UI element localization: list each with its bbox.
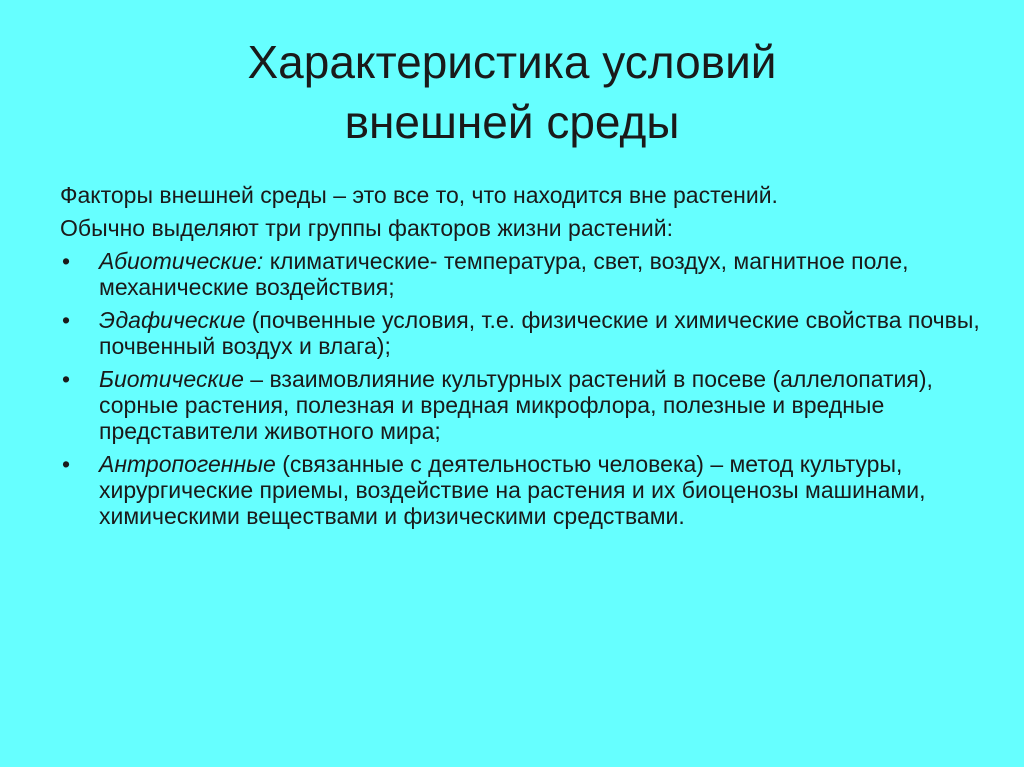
bullet-icon: • <box>62 248 71 274</box>
slide-body <box>60 182 980 536</box>
factor-item-biotic <box>60 366 980 444</box>
factor-term: Биотические <box>99 366 244 392</box>
factor-description: (почвенные условия, т.е. физические и химические свойства почвы, почвенный воздух и влага); <box>99 307 980 359</box>
factor-term: Эдафические <box>99 307 246 333</box>
intro-paragraph-2: Обычно выделяют три группы факторов жизни растений: <box>60 215 673 241</box>
factor-description: климатические- температура, свет, воздух, магнитное поле, механические воздействия; <box>99 248 909 300</box>
factor-item-anthropogenic <box>60 451 980 529</box>
factor-description: – взаимовлияние культурных растений в посеве (аллелопатия), сорные растения, полезная и вредная микрофлора, полезные и вредные представители животного мира; <box>99 366 933 444</box>
bullet-icon: • <box>62 451 71 477</box>
slide-title-line-1: Характеристика условий <box>247 36 777 88</box>
factor-item-abiotic <box>60 248 980 300</box>
slide-title <box>60 32 964 152</box>
slide-title-line-2: внешней среды <box>344 96 680 148</box>
factor-item-edaphic <box>60 307 980 359</box>
factor-term: Абиотические: <box>99 248 264 274</box>
factor-list <box>60 248 980 529</box>
factor-term: Антропогенные <box>99 451 276 477</box>
bullet-icon: • <box>62 307 71 333</box>
bullet-icon: • <box>62 366 71 392</box>
intro-paragraph-1: Факторы внешней среды – это все то, что находится вне растений. <box>60 182 778 208</box>
factor-description: (связанные с деятельностью человека) – метод культуры, хирургические приемы, воздействие на растения и их биоценозы машинами, химическими веществами и физическими средствами. <box>99 451 926 529</box>
